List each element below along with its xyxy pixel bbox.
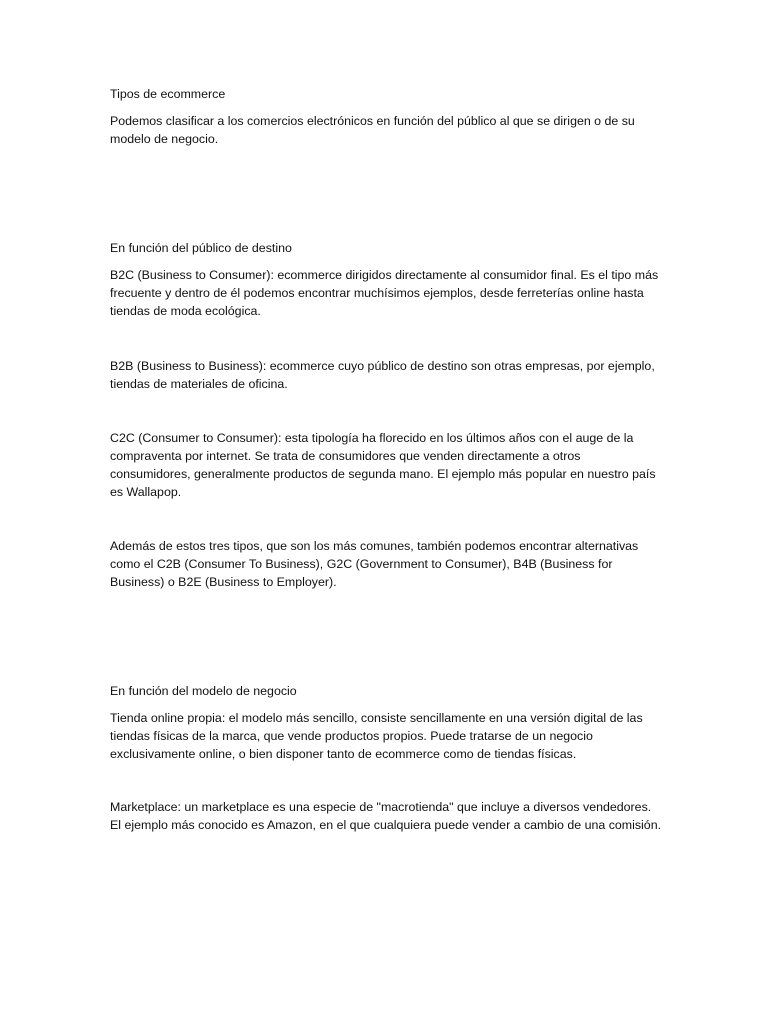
section-title-public: En función del público de destino: [110, 241, 292, 255]
intro-paragraph: Podemos clasificar a los comercios electrónicos en función del público al que se dirigen o de su modelo de negocio.: [110, 114, 635, 146]
paragraph-c2c: C2C (Consumer to Consumer): esta tipología ha florecido en los últimos años con el auge de la compraventa por internet. Se trata de consumidores que venden directamente a otros consumidores, generalmente productos de segunda mano. El ejemplo más popular en nuestro país es Wallapop.: [110, 431, 656, 499]
paragraph-b2c: B2C (Business to Consumer): ecommerce dirigidos directamente al consumidor final. Es el tipo más frecuente y dentro de él podemos encontrar muchísimos ejemplos, desde ferreterías online hasta tiendas de moda ecológica.: [110, 268, 659, 318]
document-heading: Tipos de ecommerce: [110, 87, 226, 101]
paragraph-own-store: Tienda online propia: el modelo más sencillo, consiste sencillamente en una versión digital de las tiendas físicas de la marca, que vende productos propios. Puede tratarse de un negocio exclusivamente online, o bien disponer tanto de ecommerce como de tiendas físicas.: [110, 711, 643, 761]
paragraph-other-types: Además de estos tres tipos, que son los más comunes, también podemos encontrar alternativas como el C2B (Consumer To Business), G2C (Government to Consumer), B4B (Business for Business) o B2E (Business to Employer).: [110, 539, 639, 589]
paragraph-marketplace: Marketplace: un marketplace es una especie de "macrotienda" que incluye a diversos vendedores. El ejemplo más conocido es Amazon, en el que cualquiera puede vender a cambio de una comisión.: [110, 800, 662, 832]
section-title-business: En función del modelo de negocio: [110, 684, 297, 698]
paragraph-b2b: B2B (Business to Business): ecommerce cuyo público de destino son otras empresas, por ejemplo, tiendas de materiales de oficina.: [110, 359, 655, 391]
